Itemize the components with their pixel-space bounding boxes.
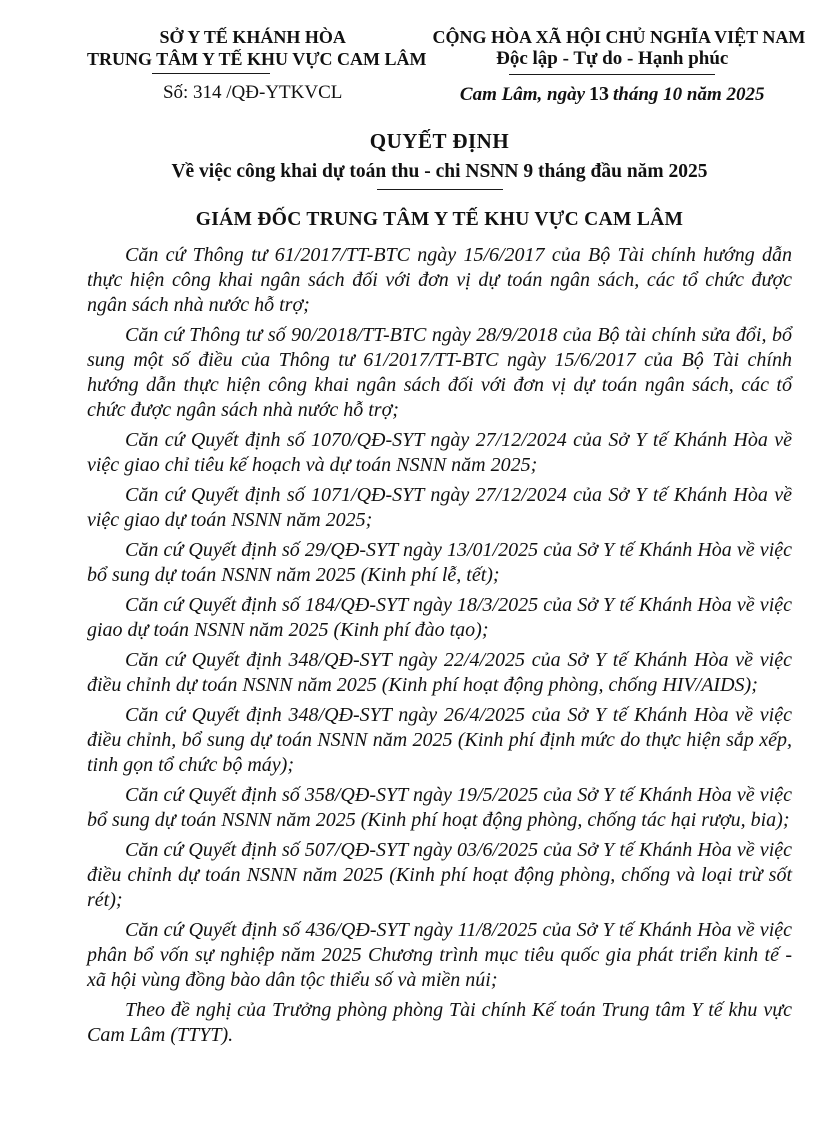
legal-basis-paragraph: Căn cứ Quyết định số 507/QĐ-SYT ngày 03/6/2025 của Sở Y tế Khánh Hòa về việc điều chỉnh dự toán NSNN năm 2025 (Kinh phí hoạt động phòng, chống và loại trừ sốt rét);: [87, 839, 792, 911]
date-suffix: tháng 10 năm 2025: [613, 84, 765, 105]
motto-underline: [509, 74, 715, 75]
legal-basis-paragraph: Căn cứ Quyết định số 1071/QĐ-SYT ngày 27/12/2024 của Sở Y tế Khánh Hòa về việc giao dự toán NSNN năm 2025;: [87, 484, 792, 531]
document-header: [87, 26, 806, 107]
legal-basis-paragraph: Căn cứ Quyết định số 184/QĐ-SYT ngày 18/3/2025 của Sở Y tế Khánh Hòa về việc giao dự toán NSNN năm 2025 (Kinh phí đào tạo);: [87, 594, 792, 641]
national-header-block: [432, 26, 806, 107]
org-name: TRUNG TÂM Y TẾ KHU VỰC CAM LÂM: [87, 49, 427, 69]
country-title: CỘNG HÒA XÃ HỘI CHỦ NGHĨA VIỆT NAM: [432, 27, 806, 47]
legal-basis-paragraph: Căn cứ Quyết định 348/QĐ-SYT ngày 22/4/2025 của Sở Y tế Khánh Hòa về việc điều chỉnh dự toán NSNN năm 2025 (Kinh phí hoạt động phòng, chống HIV/AIDS);: [87, 649, 792, 696]
national-motto: Độc lập - Tự do - Hạnh phúc: [496, 48, 729, 69]
legal-basis-paragraph: Căn cứ Quyết định 348/QĐ-SYT ngày 26/4/2025 của Sở Y tế Khánh Hòa về việc điều chỉnh, bổ sung dự toán NSNN năm 2025 (Kinh phí định mức do thực hiện sắp xếp, tinh gọn tổ chức bộ máy);: [87, 704, 792, 776]
org-name-underline: [152, 73, 270, 74]
document-subject: Về việc công khai dự toán thu - chi NSNN 9 tháng đầu năm 2025: [171, 161, 708, 182]
document-type-heading: QUYẾT ĐỊNH: [369, 129, 510, 153]
date-day: 13: [589, 83, 610, 105]
legal-basis-paragraph: Căn cứ Quyết định số 29/QĐ-SYT ngày 13/01/2025 của Sở Y tế Khánh Hòa về việc bổ sung dự toán NSNN năm 2025 (Kinh phí lễ, tết);: [87, 539, 792, 586]
legal-basis-paragraph: Căn cứ Thông tư 61/2017/TT-BTC ngày 15/6/2017 của Bộ Tài chính hướng dẫn thực hiện công khai ngân sách đối với đơn vị dự toán ngân sách, các tổ chức được ngân sách nhà nước hỗ trợ;: [87, 244, 792, 316]
document-body: [87, 243, 792, 1048]
title-block: [87, 128, 792, 232]
parent-org-name: SỞ Y TẾ KHÁNH HÒA: [159, 27, 346, 47]
issuing-authority-heading: GIÁM ĐỐC TRUNG TÂM Y TẾ KHU VỰC CAM LÂM: [195, 209, 684, 230]
legal-basis-paragraph: Căn cứ Quyết định số 436/QĐ-SYT ngày 11/8/2025 của Sở Y tế Khánh Hòa về việc phân bổ vốn sự nghiệp năm 2025 Chương trình mục tiêu quốc gia phát triển kinh tế - xã hội vùng đồng bào dân tộc thiểu số và miền núi;: [87, 919, 792, 991]
legal-basis-paragraph: Căn cứ Quyết định số 1070/QĐ-SYT ngày 27/12/2024 của Sở Y tế Khánh Hòa về việc giao chỉ tiêu kế hoạch và dự toán NSNN năm 2025;: [87, 429, 792, 476]
place-date-line: [432, 82, 792, 107]
issuing-org-block: [87, 26, 427, 105]
legal-basis-paragraph: Căn cứ Quyết định số 358/QĐ-SYT ngày 19/5/2025 của Sở Y tế Khánh Hòa về việc bổ sung dự toán NSNN năm 2025 (Kinh phí hoạt động phòng, chống tác hại rượu, bia);: [87, 784, 792, 831]
document-number: Số: 314 /QĐ-YTKVCL: [162, 82, 343, 103]
date-prefix: Cam Lâm, ngày: [459, 84, 586, 105]
proposal-paragraph: Theo đề nghị của Trưởng phòng phòng Tài chính Kế toán Trung tâm Y tế khu vực Cam Lâm (TTYT).: [87, 999, 792, 1046]
legal-basis-paragraph: Căn cứ Thông tư số 90/2018/TT-BTC ngày 28/9/2018 của Bộ tài chính sửa đổi, bổ sung một số điều của Thông tư 61/2017/TT-BTC ngày 15/6/2017 của Bộ Tài chính hướng dẫn thực hiện công khai ngân sách đối với đơn vị dự toán ngân sách, các tổ chức được ngân sách nhà nước hỗ trợ;: [87, 324, 792, 421]
subject-underline: [377, 189, 503, 190]
